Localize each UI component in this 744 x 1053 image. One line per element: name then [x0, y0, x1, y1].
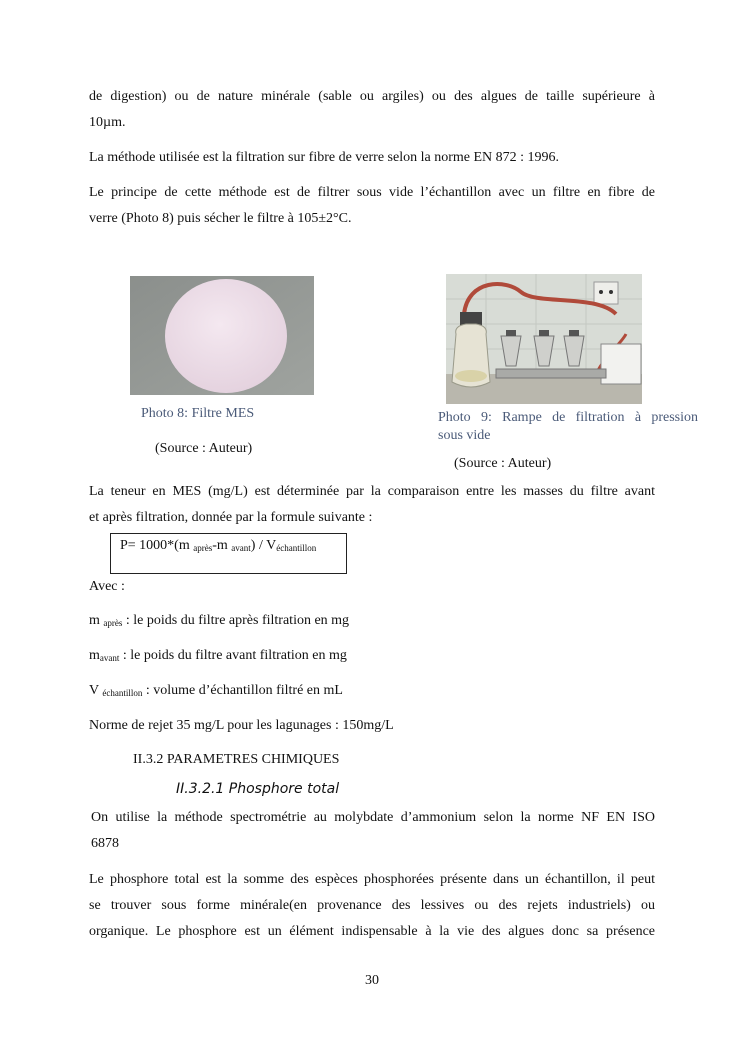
section-heading: II.3.2 PARAMETRES CHIMIQUES [133, 752, 340, 767]
paragraph-line: Le phosphore total est la somme des espèces phosphorées présente dans un échantillon, il peut [89, 872, 655, 887]
avec-label: Avec : [89, 579, 125, 594]
paragraph-line: 6878 [91, 836, 119, 851]
subsection-heading: II.3.2.1 Phosphore total [176, 781, 340, 797]
photo9-source: (Source : Auteur) [454, 456, 552, 471]
paragraph-line: On utilise la méthode spectrométrie au molybdate d’ammonium selon la norme NF EN ISO [91, 810, 655, 825]
paragraph-line: 10µm. [89, 115, 126, 130]
formula-sub: avant [231, 543, 251, 553]
formula-part: ) / V [250, 538, 277, 553]
photo-filter-mes [130, 276, 314, 395]
photo-filtration-ramp [446, 274, 642, 404]
paragraph-line: La teneur en MES (mg/L) est déterminée par la comparaison entre les masses du filtre avant [89, 484, 655, 499]
formula-sub: après [193, 543, 213, 553]
photo9-caption-line: sous vide [438, 428, 491, 443]
photo9-caption-line: Photo 9: Rampe de filtration à pression [438, 410, 698, 425]
paragraph: La méthode utilisée est la filtration sur fibre de verre selon la norme EN 872 : 1996. [89, 150, 560, 165]
definition-m-avant: $m_{avant}$ : le poids du filtre avant filtration en mg [89, 648, 347, 663]
page-number: 30 [365, 973, 379, 988]
paragraph-line: verre (Photo 8) puis sécher le filtre à 105±2°C. [89, 211, 352, 226]
definition-v: V $_{échantillon}$ : volume d’échantillon filtré en mL [89, 683, 343, 698]
paragraph-line: se trouver sous forme minérale(en provenance des lessives ou des rejets industriels) ou [89, 898, 655, 913]
paragraph-line: organique. Le phosphore est un élément indispensable à la vie des algues donc sa présence [89, 924, 655, 939]
photo8-source: (Source : Auteur) [155, 441, 253, 456]
norme-rejet: Norme de rejet 35 mg/L pour les lagunages : 150mg/L [89, 718, 394, 733]
formula-part: P= 1000*(m [120, 538, 194, 553]
photo8-caption: Photo 8: Filtre MES [141, 406, 255, 421]
formula-sub: échantillon [276, 543, 317, 553]
formula-box [110, 533, 347, 574]
paragraph-line: Le principe de cette méthode est de filtrer sous vide l’échantillon avec un filtre en fibre de [89, 185, 655, 200]
paragraph-line: et après filtration, donnée par la formule suivante : [89, 510, 373, 525]
definition-m-apres: m $_{après}$ : le poids du filtre après filtration en mg [89, 613, 350, 628]
formula-part: -m [212, 538, 232, 553]
paragraph-line: de digestion) ou de nature minérale (sable ou argiles) ou des algues de taille supérieure à [89, 89, 655, 104]
